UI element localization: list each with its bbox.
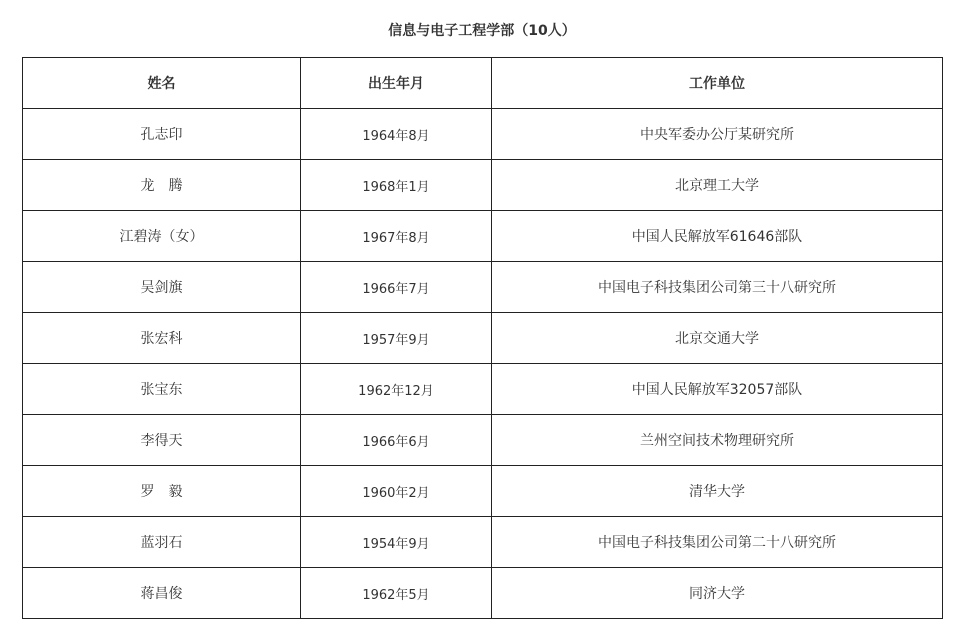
column-header-affiliation: 工作单位: [492, 58, 943, 109]
affiliation-cell: 兰州空间技术物理研究所: [492, 415, 943, 466]
table-header-row: [23, 58, 943, 109]
birth-cell: 1968年1月: [301, 160, 492, 211]
table-row: [23, 364, 943, 415]
name-cell: 张宏科: [23, 313, 301, 364]
affiliation-cell: 中国电子科技集团公司第三十八研究所: [492, 262, 943, 313]
table-row: [23, 109, 943, 160]
table-row: [23, 517, 943, 568]
name-cell: 罗 毅: [23, 466, 301, 517]
birth-cell: 1964年8月: [301, 109, 492, 160]
birth-cell: 1962年12月: [301, 364, 492, 415]
birth-cell: 1954年9月: [301, 517, 492, 568]
name-cell: 龙 腾: [23, 160, 301, 211]
academician-table: [22, 57, 943, 619]
birth-cell: 1960年2月: [301, 466, 492, 517]
name-cell: 吴剑旗: [23, 262, 301, 313]
name-cell: 蓝羽石: [23, 517, 301, 568]
affiliation-cell: 中国电子科技集团公司第二十八研究所: [492, 517, 943, 568]
birth-cell: 1966年6月: [301, 415, 492, 466]
name-cell: 江碧涛（女）: [23, 211, 301, 262]
column-header-birth: 出生年月: [301, 58, 492, 109]
affiliation-cell: 中央军委办公厅某研究所: [492, 109, 943, 160]
table-row: [23, 160, 943, 211]
affiliation-cell: 北京理工大学: [492, 160, 943, 211]
birth-cell: 1962年5月: [301, 568, 492, 619]
table-row: [23, 211, 943, 262]
table-row: [23, 415, 943, 466]
name-cell: 张宝东: [23, 364, 301, 415]
affiliation-cell: 清华大学: [492, 466, 943, 517]
table-row: [23, 466, 943, 517]
table-row: [23, 262, 943, 313]
name-cell: 蒋昌俊: [23, 568, 301, 619]
name-cell: 孔志印: [23, 109, 301, 160]
birth-cell: 1967年8月: [301, 211, 492, 262]
birth-cell: 1957年9月: [301, 313, 492, 364]
page-title: 信息与电子工程学部（10人）: [388, 23, 576, 39]
affiliation-cell: 中国人民解放军61646部队: [492, 211, 943, 262]
birth-cell: 1966年7月: [301, 262, 492, 313]
table-row: [23, 313, 943, 364]
table-row: [23, 568, 943, 619]
affiliation-cell: 北京交通大学: [492, 313, 943, 364]
affiliation-cell: 同济大学: [492, 568, 943, 619]
affiliation-cell: 中国人民解放军32057部队: [492, 364, 943, 415]
name-cell: 李得天: [23, 415, 301, 466]
column-header-name: 姓名: [23, 58, 301, 109]
